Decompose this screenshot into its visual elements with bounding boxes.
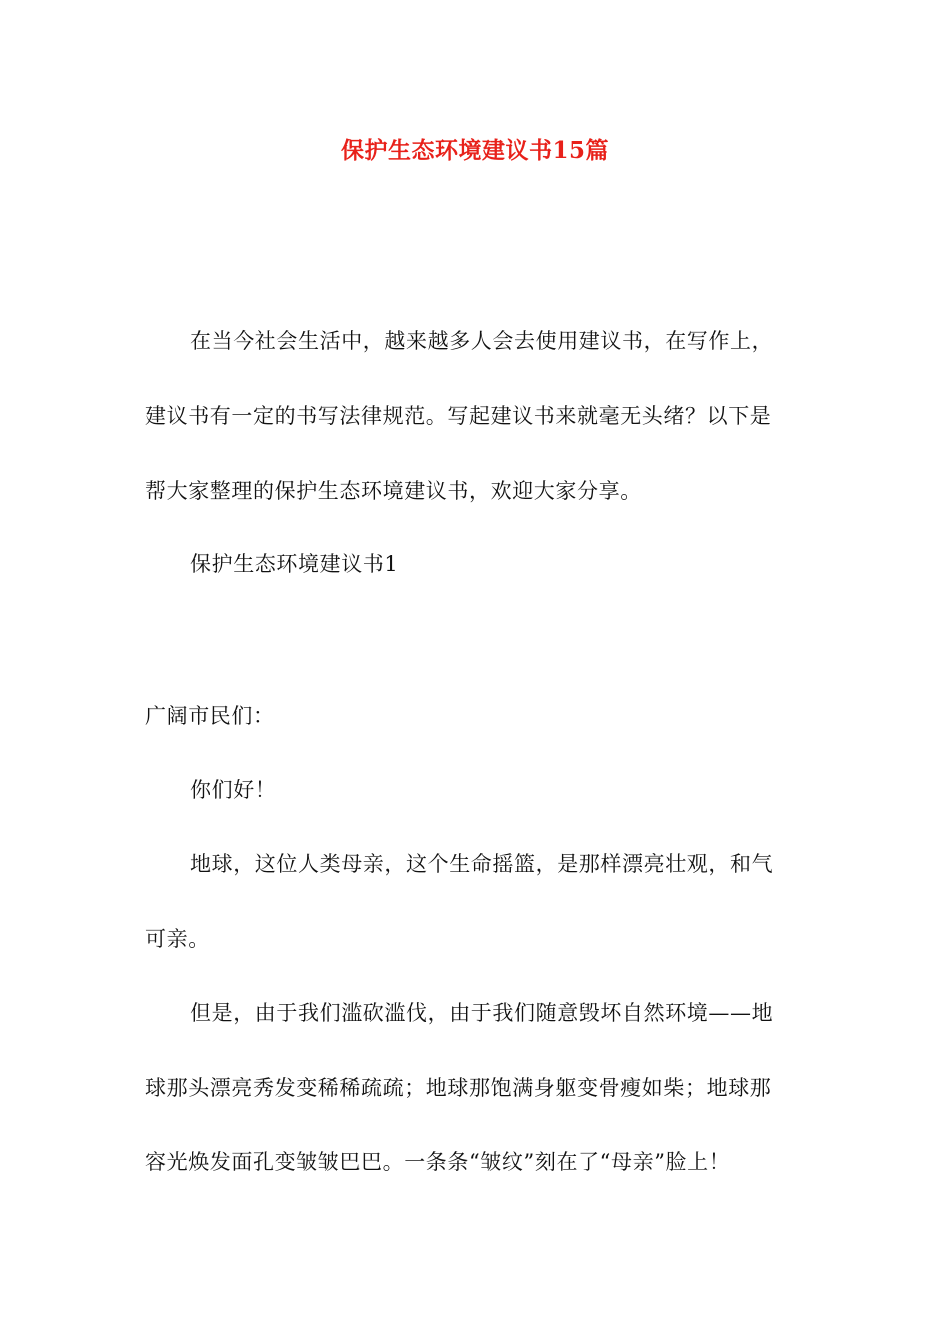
salutation: 广阔市民们：	[145, 704, 275, 728]
paragraph-2-line-1: 但是，由于我们滥砍滥伐，由于我们随意毁坏自然环境——地	[190, 1001, 774, 1025]
paragraph-1-line-1: 地球，这位人类母亲，这个生命摇篮，是那样漂亮壮观，和气	[190, 852, 774, 876]
paragraph-1-line-2: 可亲。	[145, 927, 210, 951]
intro-line-3: 帮大家整理的保护生态环境建议书，欢迎大家分享。	[145, 479, 642, 503]
intro-line-1: 在当今社会生活中，越来越多人会去使用建议书，在写作上，	[190, 329, 774, 353]
intro-line-2: 建议书有一定的书写法律规范。写起建议书来就毫无头绪？以下是	[145, 404, 772, 428]
greeting: 你们好！	[190, 778, 277, 802]
paragraph-2-line-2: 球那头漂亮秀发变稀稀疏疏；地球那饱满身躯变骨瘦如柴；地球那	[145, 1076, 772, 1100]
paragraph-2-line-3: 容光焕发面孔变皱皱巴巴。一条条“皱纹”刻在了“母亲”脸上！	[145, 1150, 731, 1174]
section-heading: 保护生态环境建议书1	[190, 552, 399, 576]
document-title: 保护生态环境建议书15篇	[340, 137, 609, 164]
